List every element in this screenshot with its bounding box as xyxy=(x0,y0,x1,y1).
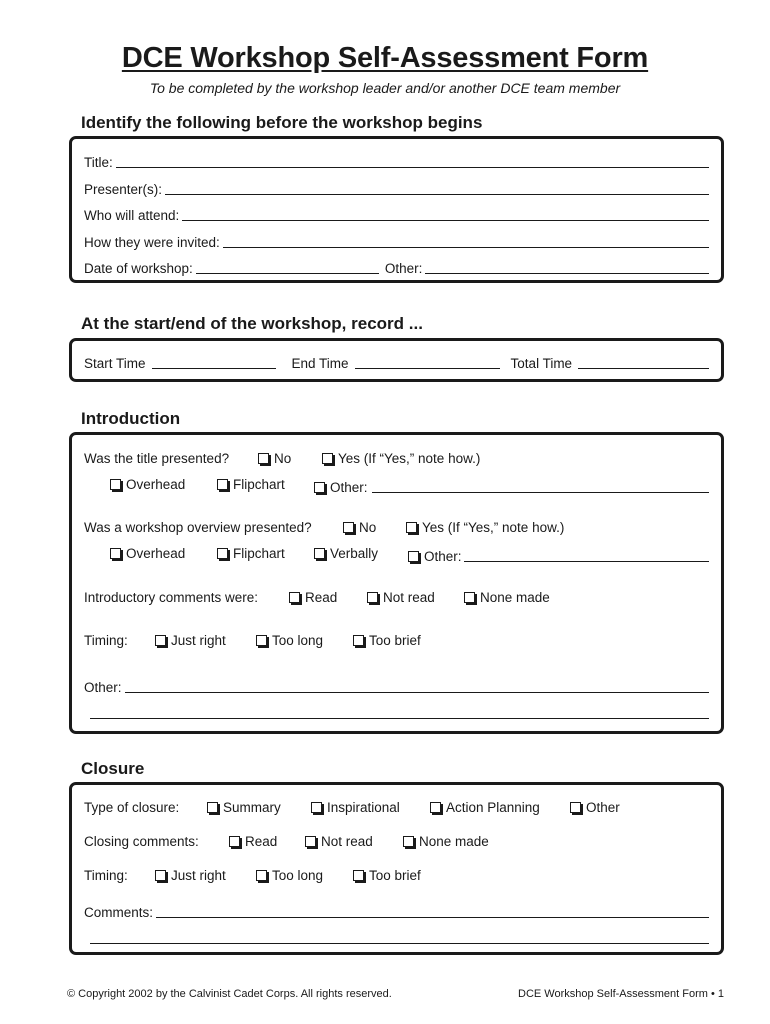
title-other-option[interactable]: Other: xyxy=(314,480,368,495)
closing-read-option[interactable]: Read xyxy=(229,834,277,849)
overview-overhead-option[interactable]: Overhead xyxy=(110,546,185,561)
checkbox-icon xyxy=(311,802,322,813)
start-time-label: Start Time xyxy=(84,356,146,371)
checkbox-icon xyxy=(110,479,121,490)
intro-not-read-option[interactable]: Not read xyxy=(367,590,435,605)
presenters-label: Presenter(s): xyxy=(84,182,163,197)
closure-comments-field-2[interactable] xyxy=(90,930,709,944)
closure-box xyxy=(69,782,724,955)
title-overhead-option[interactable]: Overhead xyxy=(110,477,185,492)
end-time-label: End Time xyxy=(291,356,349,371)
presenters-row xyxy=(84,179,709,197)
overview-no-option[interactable]: No xyxy=(343,520,376,535)
overview-other-row xyxy=(408,546,709,564)
form-subtitle: To be completed by the workshop leader and/or another DCE team member xyxy=(149,80,621,96)
form-title: DCE Workshop Self-Assessment Form xyxy=(121,42,649,74)
checkbox-icon xyxy=(155,870,166,881)
intro-just-right-option[interactable]: Just right xyxy=(155,633,226,648)
footer-page-label: DCE Workshop Self-Assessment Form • 1 xyxy=(518,988,724,1000)
intro-none-made-option[interactable]: None made xyxy=(464,590,550,605)
overview-presented-question: Was a workshop overview presented? xyxy=(84,520,312,535)
overview-other-option[interactable]: Other: xyxy=(408,549,462,564)
checkbox-icon xyxy=(314,548,325,559)
closing-not-read-option[interactable]: Not read xyxy=(305,834,373,849)
total-time-label: Total Time xyxy=(510,356,573,371)
overview-yes-option[interactable]: Yes (If “Yes,” note how.) xyxy=(406,520,564,535)
intro-comments-question: Introductory comments were: xyxy=(84,590,259,605)
title-presented-yes-option[interactable]: Yes (If “Yes,” note how.) xyxy=(322,451,480,466)
attend-label: Who will attend: xyxy=(84,208,180,223)
checkbox-icon xyxy=(110,548,121,559)
closure-comments-row-2 xyxy=(90,928,709,946)
checkbox-icon xyxy=(367,592,378,603)
intro-other-field-2[interactable] xyxy=(90,705,709,719)
checkbox-icon xyxy=(229,836,240,847)
attend-field[interactable] xyxy=(182,207,709,221)
checkbox-icon xyxy=(570,802,581,813)
closure-action-planning-option[interactable]: Action Planning xyxy=(430,800,540,815)
closure-comments-label: Comments: xyxy=(84,905,154,920)
checkbox-icon xyxy=(464,592,475,603)
presenters-field[interactable] xyxy=(165,181,709,195)
checkbox-icon xyxy=(289,592,300,603)
times-row xyxy=(84,353,709,371)
invited-label: How they were invited: xyxy=(84,235,220,250)
intro-read-option[interactable]: Read xyxy=(289,590,337,605)
closure-too-brief-option[interactable]: Too brief xyxy=(353,868,421,883)
closure-summary-option[interactable]: Summary xyxy=(207,800,281,815)
closure-comments-row xyxy=(84,902,709,920)
checkbox-icon xyxy=(256,635,267,646)
closure-comments-field[interactable] xyxy=(156,904,709,918)
times-heading: At the start/end of the workshop, record ... xyxy=(81,314,423,333)
checkbox-icon xyxy=(217,479,228,490)
invited-row xyxy=(84,232,709,250)
closure-type-label: Type of closure: xyxy=(84,800,180,815)
intro-too-brief-option[interactable]: Too brief xyxy=(353,633,421,648)
closure-other-option[interactable]: Other xyxy=(570,800,620,815)
date-other-field[interactable] xyxy=(425,260,709,274)
checkbox-icon xyxy=(305,836,316,847)
date-other-label: Other: xyxy=(384,261,423,276)
closing-comments-label: Closing comments: xyxy=(84,834,199,849)
intro-too-long-option[interactable]: Too long xyxy=(256,633,323,648)
checkbox-icon xyxy=(207,802,218,813)
total-time-field[interactable] xyxy=(578,355,709,369)
checkbox-icon xyxy=(343,522,354,533)
checkbox-icon xyxy=(353,870,364,881)
title-flipchart-option[interactable]: Flipchart xyxy=(217,477,285,492)
checkbox-icon xyxy=(256,870,267,881)
title-other-row xyxy=(314,477,709,495)
end-time-field[interactable] xyxy=(355,355,500,369)
checkbox-icon xyxy=(430,802,441,813)
identify-box xyxy=(69,136,724,283)
checkbox-icon xyxy=(314,482,325,493)
checkbox-icon xyxy=(406,522,417,533)
closure-just-right-option[interactable]: Just right xyxy=(155,868,226,883)
title-row xyxy=(84,152,709,170)
overview-verbally-option[interactable]: Verbally xyxy=(314,546,378,561)
times-box xyxy=(69,338,724,382)
title-label: Title: xyxy=(84,155,113,170)
date-row xyxy=(84,258,709,276)
title-other-field[interactable] xyxy=(372,479,709,493)
title-field[interactable] xyxy=(116,154,709,168)
closure-inspirational-option[interactable]: Inspirational xyxy=(311,800,400,815)
checkbox-icon xyxy=(322,453,333,464)
overview-other-field[interactable] xyxy=(464,548,709,562)
start-time-field[interactable] xyxy=(152,355,276,369)
closure-timing-label: Timing: xyxy=(84,868,128,883)
checkbox-icon xyxy=(403,836,414,847)
overview-flipchart-option[interactable]: Flipchart xyxy=(217,546,285,561)
intro-other-field[interactable] xyxy=(125,679,709,693)
intro-timing-label: Timing: xyxy=(84,633,128,648)
identify-heading: Identify the following before the workshop begins xyxy=(81,113,483,132)
checkbox-icon xyxy=(353,635,364,646)
closure-heading: Closure xyxy=(81,759,145,778)
checkbox-icon xyxy=(217,548,228,559)
closure-too-long-option[interactable]: Too long xyxy=(256,868,323,883)
title-presented-no-option[interactable]: No xyxy=(258,451,291,466)
introduction-heading: Introduction xyxy=(81,409,181,428)
date-field[interactable] xyxy=(196,260,379,274)
checkbox-icon xyxy=(155,635,166,646)
date-label: Date of workshop: xyxy=(84,261,193,276)
intro-other-row-2 xyxy=(90,703,709,721)
checkbox-icon xyxy=(258,453,269,464)
attend-row xyxy=(84,205,709,223)
checkbox-icon xyxy=(408,551,419,562)
closing-none-made-option[interactable]: None made xyxy=(403,834,489,849)
footer-copyright: © Copyright 2002 by the Calvinist Cadet Corps. All rights reserved. xyxy=(67,988,392,1000)
introduction-box xyxy=(69,432,724,734)
invited-field[interactable] xyxy=(223,234,709,248)
intro-other-row xyxy=(84,677,709,695)
title-presented-question: Was the title presented? xyxy=(84,451,230,466)
intro-other-label: Other: xyxy=(84,680,122,695)
